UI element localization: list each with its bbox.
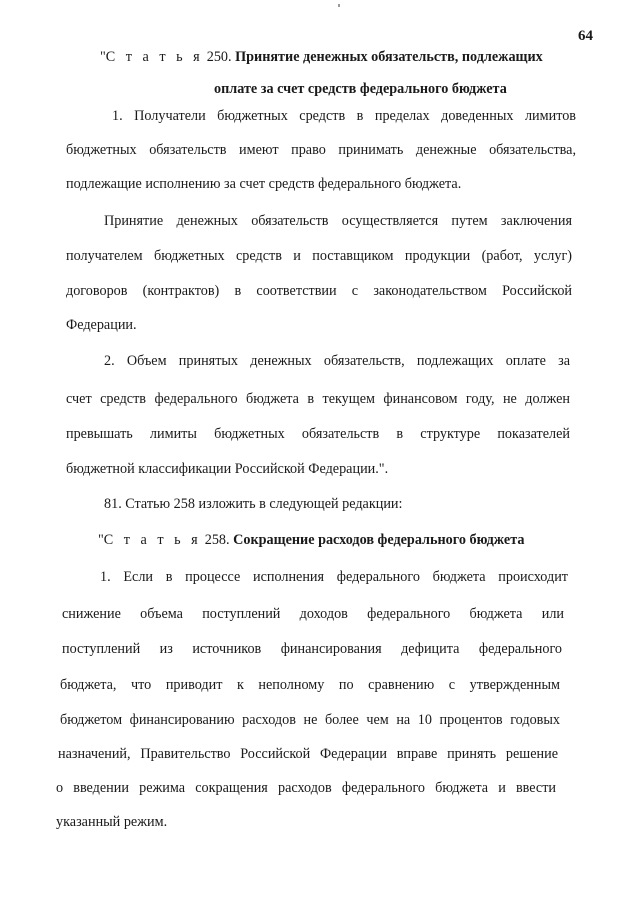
amendment-item-81: 81. Статью 258 изложить в следующей редакции: bbox=[104, 496, 403, 512]
article-label: С т а т ь я bbox=[103, 532, 202, 548]
paragraph-line: Принятие денежных обязательств осуществляется путем заключения bbox=[104, 213, 572, 229]
article-title: Сокращение расходов федерального бюджета bbox=[233, 532, 525, 548]
paragraph-line: о введении режима сокращения расходов федерального бюджета и ввести bbox=[56, 780, 556, 796]
article-258-heading bbox=[98, 531, 524, 549]
opening-quote: " bbox=[100, 49, 106, 65]
paragraph-line: назначений, Правительство Российской Федерации вправе принять решение bbox=[58, 746, 558, 762]
paragraph-line: превышать лимиты бюджетных обязательств в структуре показателей bbox=[66, 426, 570, 442]
paragraph-line: 1. Если в процессе исполнения федерального бюджета происходит bbox=[100, 569, 568, 585]
paragraph-line: поступлений из источников финансирования дефицита федерального bbox=[62, 641, 562, 657]
opening-quote: " bbox=[98, 532, 104, 548]
page-number: 64 bbox=[578, 28, 593, 44]
article-number: 258. bbox=[204, 532, 230, 548]
paragraph-line: Федерации. bbox=[66, 317, 137, 333]
paragraph-line: снижение объема поступлений доходов федерального бюджета или bbox=[62, 606, 564, 622]
paragraph-line: счет средств федерального бюджета в текущем финансовом году, не должен bbox=[66, 391, 570, 407]
paragraph-line: бюджетной классификации Российской Федерации.". bbox=[66, 461, 389, 477]
paragraph-line: 2. Объем принятых денежных обязательств, подлежащих оплате за bbox=[104, 353, 570, 369]
article-label: С т а т ь я bbox=[105, 49, 204, 65]
paragraph-line: бюджетных обязательств имеют право принимать денежные обязательства, bbox=[66, 142, 576, 158]
article-250-title-continued: оплате за счет средств федерального бюджета bbox=[214, 81, 507, 97]
paragraph-line: 1. Получатели бюджетных средств в пределах доведенных лимитов bbox=[112, 108, 576, 124]
paragraph-line: договоров (контрактов) в соответствии с законодательством Российской bbox=[66, 283, 572, 299]
article-number: 250. bbox=[206, 49, 232, 65]
paragraph-line: получателем бюджетных средств и поставщиком продукции (работ, услуг) bbox=[66, 248, 572, 264]
scan-artifact bbox=[338, 4, 340, 7]
paragraph-line: бюджета, что приводит к неполному по сравнению с утвержденным bbox=[60, 677, 560, 693]
paragraph-line: указанный режим. bbox=[56, 814, 168, 830]
article-250-heading bbox=[100, 48, 543, 66]
paragraph-line: бюджетом финансированию расходов не более чем на 10 процентов годовых bbox=[60, 712, 560, 728]
paragraph-line: подлежащие исполнению за счет средств федерального бюджета. bbox=[66, 176, 462, 192]
article-title: Принятие денежных обязательств, подлежащих bbox=[235, 49, 543, 65]
